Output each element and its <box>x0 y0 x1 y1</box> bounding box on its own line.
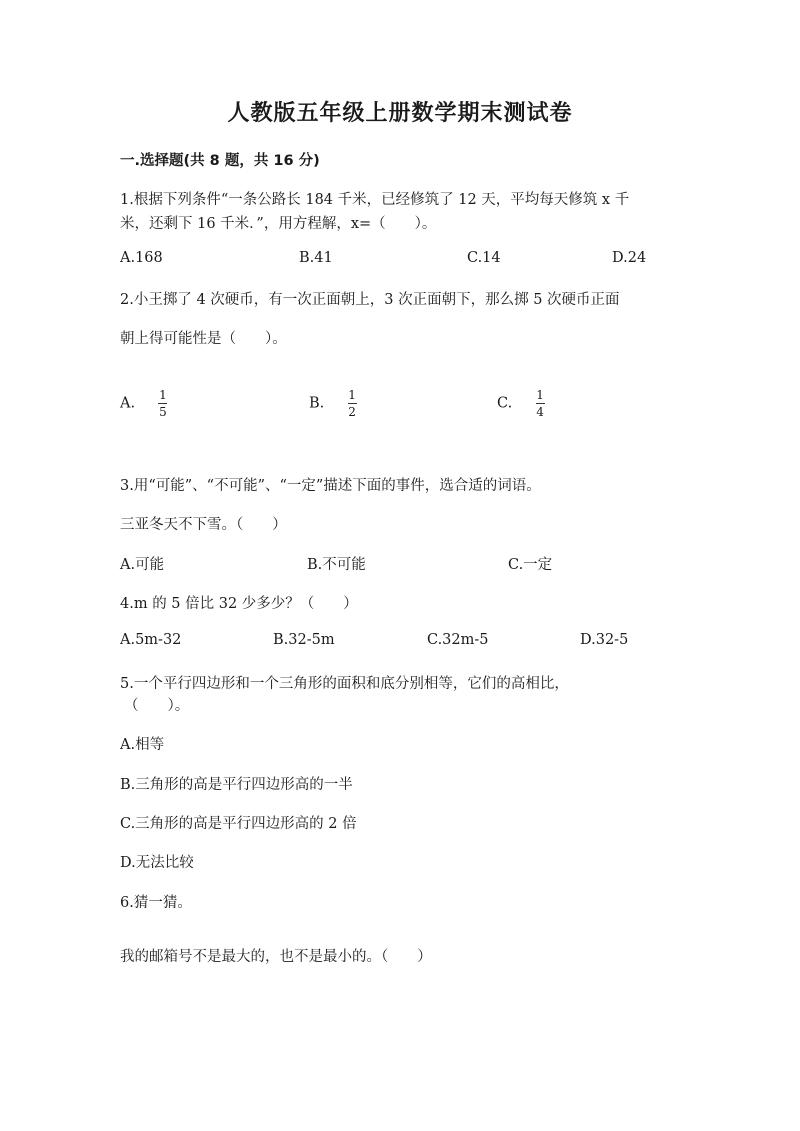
question-4-option-d: D.32-5 <box>580 632 629 648</box>
fraction-bar <box>536 403 545 404</box>
question-1-text-line1: 1.根据下列条件“一条公路长 184 千米，已经修筑了 12 天，平均每天修筑 x 千 <box>120 192 630 208</box>
question-3-option-a: A.可能 <box>120 557 165 573</box>
question-4-text: 4.m 的 5 倍比 32 少多少？（ ） <box>120 596 358 612</box>
fraction-denominator: 5 <box>159 405 167 419</box>
fraction <box>157 388 169 419</box>
fraction <box>534 388 546 419</box>
question-3-option-b: B.不可能 <box>307 557 366 573</box>
question-2-option-a <box>120 388 169 419</box>
question-6-text-line2: 我的邮箱号不是最大的，也不是最小的。（ ） <box>120 949 432 965</box>
question-2-option-b <box>309 388 358 419</box>
question-2-text-line2: 朝上得可能性是（ ）。 <box>120 331 287 347</box>
question-5-text-line2: （ ）。 <box>124 698 190 714</box>
fraction-bar <box>158 403 167 404</box>
question-5-option-c: C.三角形的高是平行四边形高的 2 倍 <box>120 816 357 832</box>
question-1-option-d: D.24 <box>612 250 647 266</box>
question-6-text-line1: 6.猜一猜。 <box>120 895 192 911</box>
page-title: 人教版五年级上册数学期末测试卷 <box>227 101 573 126</box>
fraction-denominator: 4 <box>536 405 544 419</box>
question-1-option-a: A.168 <box>120 250 163 266</box>
fraction-numerator: 1 <box>159 388 167 402</box>
question-3-text-line2: 三亚冬天不下雪。（ ） <box>120 517 287 533</box>
option-label: B. <box>309 395 325 412</box>
question-5-option-a: A.相等 <box>120 737 165 753</box>
option-label: A. <box>120 395 136 412</box>
fraction-bar <box>348 403 357 404</box>
question-3-text-line1: 3.用“可能”、“不可能”、“一定”描述下面的事件，选合适的词语。 <box>120 478 541 494</box>
option-label: C. <box>497 395 513 412</box>
question-4-option-b: B.32-5m <box>273 632 335 648</box>
fraction-numerator: 1 <box>536 388 544 402</box>
fraction-numerator: 1 <box>348 388 356 402</box>
fraction <box>346 388 358 419</box>
question-2-option-c <box>497 388 546 419</box>
question-4-option-c: C.32m-5 <box>427 632 489 648</box>
question-4-option-a: A.5m-32 <box>120 632 182 648</box>
question-5-option-b: B.三角形的高是平行四边形高的一半 <box>120 777 353 793</box>
question-1-option-b: B.41 <box>299 250 333 266</box>
fraction-denominator: 2 <box>348 405 356 419</box>
question-1-text-line2: 米，还剩下 16 千米．”，用方程解，x=（ ）。 <box>120 216 437 232</box>
question-1-option-c: C.14 <box>467 250 501 266</box>
question-5-text-line1: 5.一个平行四边形和一个三角形的面积和底分别相等，它们的高相比， <box>120 676 569 692</box>
question-5-option-d: D.无法比较 <box>120 855 194 871</box>
question-2-text-line1: 2.小王掷了 4 次硬币，有一次正面朝上，3 次正面朝下，那么掷 5 次硬币正面 <box>120 292 620 308</box>
section-heading: 一.选择题(共 8 题，共 16 分) <box>120 153 320 169</box>
question-3-option-c: C.一定 <box>508 557 553 573</box>
